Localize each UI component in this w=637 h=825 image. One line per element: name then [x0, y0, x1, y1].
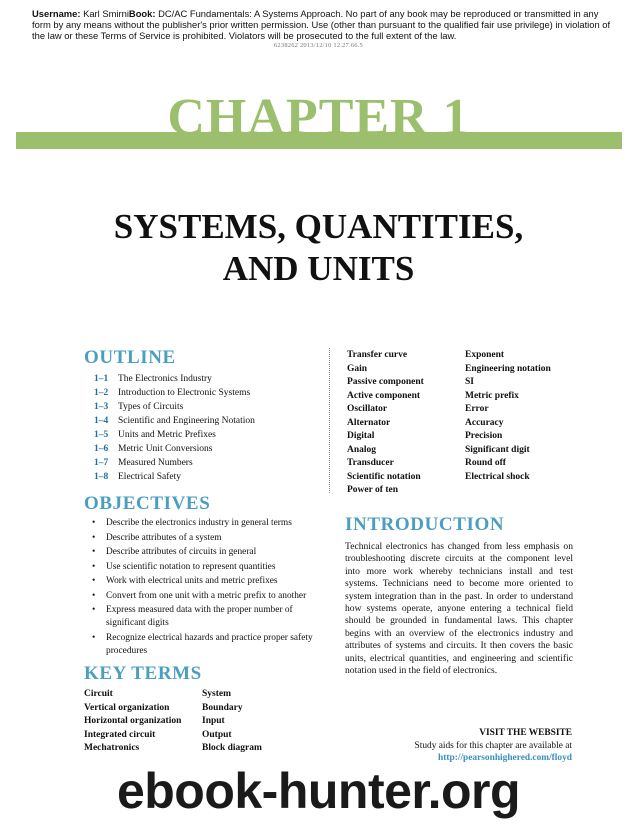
outline-item-text: The Electronics Industry [118, 374, 212, 384]
objective-text: Describe attributes of a system [106, 532, 222, 543]
outline-item-number: 1–7 [94, 458, 109, 468]
outline-item-number: 1–8 [94, 472, 109, 482]
outline-item-number: 1–3 [94, 402, 109, 412]
outline-item-number: 1–2 [94, 388, 109, 398]
column-divider [329, 348, 330, 493]
objective-item [92, 604, 322, 630]
outline-item-text: Scientific and Engineering Notation [118, 416, 255, 426]
outline-item [94, 386, 255, 400]
objective-item [92, 632, 322, 658]
bullet-icon: • [92, 518, 96, 528]
objective-item [92, 561, 322, 574]
key-term: Scientific notation [347, 471, 421, 482]
objective-text: Describe the electronics industry in general terms [106, 518, 292, 528]
copyright-notice [32, 8, 612, 41]
key-term: Error [465, 404, 489, 414]
key-term: Power of ten [347, 485, 399, 495]
key-term: Accuracy [465, 417, 504, 428]
key-term: Digital [347, 431, 375, 441]
key-term: Input [202, 716, 225, 726]
outline-item [94, 372, 255, 386]
watermark: ebook-hunter.org [116, 763, 521, 819]
key-term: Passive component [347, 377, 424, 387]
key-term: Circuit [84, 689, 113, 699]
key-term: Precision [465, 431, 503, 441]
objective-text: Convert from one unit with a metric prefix to another [106, 590, 307, 601]
key-term: Significant digit [465, 444, 530, 455]
book-label: Book: [128, 8, 156, 19]
key-terms-column-4 [465, 349, 551, 484]
bullet-icon: • [92, 632, 96, 643]
outline-item-text: Electrical Safety [118, 472, 182, 482]
objective-text: Express measured data with the proper number of significant digits [106, 605, 293, 628]
key-term: Horizontal organization [84, 716, 182, 726]
outline-item-text: Types of Circuits [118, 402, 184, 412]
objective-item [92, 532, 322, 545]
title-line-1: SYSTEMS, QUANTITIES, [113, 207, 524, 246]
introduction-heading: INTRODUCTION [345, 514, 505, 535]
objective-item [92, 546, 322, 559]
key-term: System [202, 689, 232, 699]
outline-item-number: 1–5 [94, 430, 109, 440]
bullet-icon: • [92, 590, 96, 601]
objective-item [92, 590, 322, 603]
key-term: Vertical organization [84, 702, 170, 713]
key-term: SI [465, 377, 474, 387]
introduction-body: Technical electronics has changed from less emphasis on troubleshooting discrete circuits at the component level into more work whereby technicians install and test systems. Technicians need to become more oriented to system integration than in the past. In order to understand how systems operate, anyone entering a technical field should be grounded in fundamental laws. This chapter begins with an overview of the electronics industry and attributes of systems and circuits. It then covers the basic units, electrical quantities, and engineering and scientific notation used in the field of electronics. [345, 541, 573, 677]
outline-item [94, 470, 255, 484]
outline-item-text: Measured Numbers [118, 458, 193, 468]
key-term: Round off [465, 458, 506, 468]
key-terms-column-1 [84, 688, 181, 756]
outline-list [94, 372, 255, 484]
key-term: Integrated circuit [84, 729, 156, 740]
chapter-label: CHAPTER 1 [167, 89, 470, 146]
objective-item [92, 517, 322, 530]
key-term: Block diagram [202, 743, 262, 753]
notice-text: DC/AC Fundamentals: A Systems Approach. No part of any book may be reproduced or transmitted in any form by any means without the publisher's prior written permission. Use (other than pursuant to the qualified fair use privilege) in violation of the law or these Terms of Service is prohibited. Violators will be prosecuted to the full extent of the law. [32, 8, 611, 41]
outline-item [94, 456, 255, 470]
page-title [0, 206, 637, 290]
website-callout [415, 727, 573, 765]
key-term: Active component [347, 390, 421, 401]
key-term: Transducer [347, 458, 394, 468]
username-label: Username: [32, 8, 81, 19]
key-term: Metric prefix [465, 390, 519, 401]
bullet-icon: • [92, 547, 96, 557]
key-terms-heading: KEY TERMS [84, 663, 202, 684]
username-value: Karl Smirni [83, 8, 129, 19]
key-term: Oscillator [347, 404, 388, 414]
outline-item-text: Metric Unit Conversions [118, 444, 213, 454]
key-term: Alternator [347, 417, 391, 428]
key-term: Engineering notation [465, 363, 551, 374]
timestamp-stamp: 6238262 2013/12/10 12.27.66.5 [273, 42, 364, 49]
outline-heading: OUTLINE [84, 347, 176, 368]
outline-item-number: 1–4 [94, 416, 109, 426]
objectives-list [92, 517, 322, 659]
key-terms-column-3 [347, 349, 424, 498]
website-text: Study aids for this chapter are available at [414, 740, 572, 751]
key-term: Exponent [465, 350, 505, 360]
website-link[interactable]: http://pearsonhighered.com/floyd [438, 753, 572, 763]
key-terms-column-2 [202, 688, 262, 756]
key-term: Electrical shock [465, 471, 530, 482]
bullet-icon: • [92, 561, 96, 572]
outline-item [94, 428, 255, 442]
title-line-2: AND UNITS [222, 249, 415, 288]
bullet-icon: • [92, 605, 96, 615]
outline-item-text: Introduction to Electronic Systems [118, 388, 251, 398]
bullet-icon: • [92, 576, 96, 586]
objective-text: Use scientific notation to represent quantities [106, 561, 276, 572]
outline-item-number: 1–1 [94, 374, 109, 384]
bullet-icon: • [92, 532, 96, 543]
outline-item-number: 1–6 [94, 444, 109, 454]
key-term: Output [202, 729, 232, 740]
key-term: Transfer curve [347, 350, 408, 360]
key-term: Boundary [202, 702, 243, 713]
outline-item [94, 414, 255, 428]
key-term: Analog [347, 444, 377, 455]
objective-item [92, 575, 322, 588]
objective-text: Describe attributes of circuits in general [106, 547, 257, 557]
key-term: Mechatronics [84, 743, 140, 753]
outline-item [94, 400, 255, 414]
objectives-heading: OBJECTIVES [84, 493, 211, 514]
key-term: Gain [347, 363, 368, 374]
outline-item [94, 442, 255, 456]
objective-text: Work with electrical units and metric prefixes [106, 576, 278, 586]
objective-text: Recognize electrical hazards and practice proper safety procedures [106, 632, 313, 656]
outline-item-text: Units and Metric Prefixes [118, 430, 216, 440]
website-title: VISIT THE WEBSITE [479, 728, 572, 738]
